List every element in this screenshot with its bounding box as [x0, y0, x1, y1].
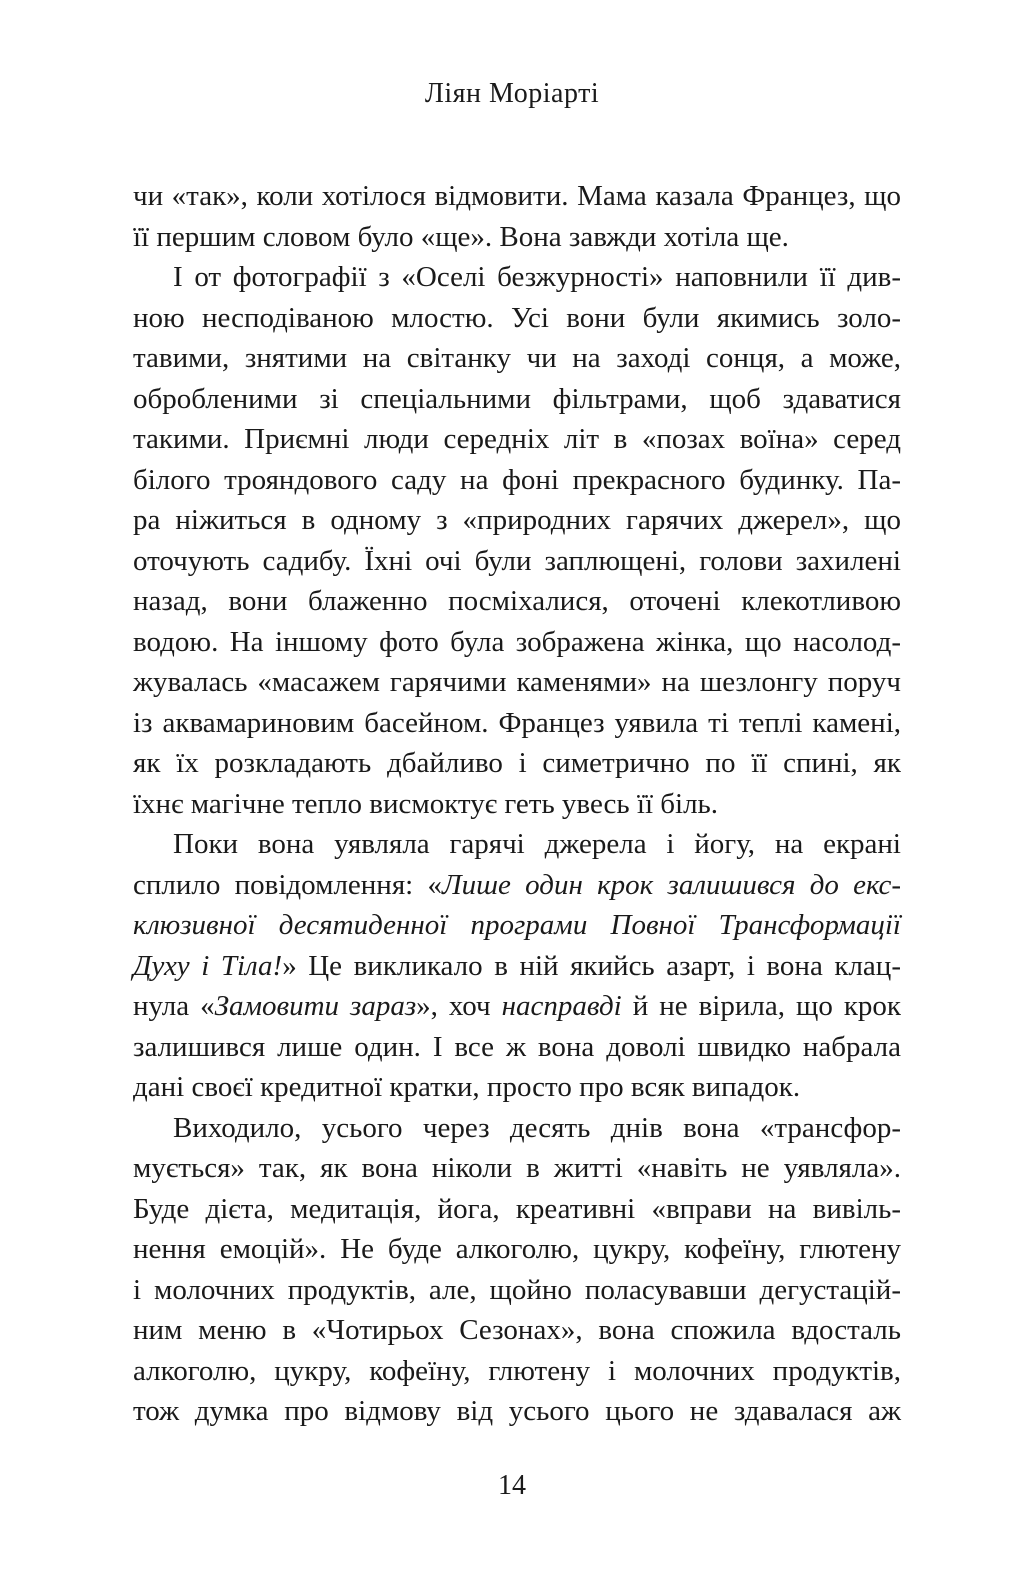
- page-number: 14: [498, 1470, 526, 1501]
- text-line: ною несподіваною млостю. Усі вони були якимись золо-: [133, 301, 901, 334]
- text-line: [133, 905, 901, 946]
- text-line: Виходило, усього через десять днів вона «трансфор-: [173, 1111, 901, 1144]
- text-line: такими. Приємні люди середніх літ в «позах воїна» серед: [133, 423, 901, 455]
- text-line: ним меню в «Чотирьох Сезонах», вона спожила вдосталь: [133, 1314, 901, 1346]
- text-line: назад, вони блаженно посміхалися, оточені клекотливою: [133, 585, 901, 617]
- text-line: Поки вона уявляла гарячі джерела і йогу, на екрані: [173, 828, 901, 860]
- text-line: тавими, знятими на світанку чи на заході сонця, а може,: [133, 342, 901, 374]
- text-line: і молочних продуктів, але, щойно поласувавши дегустацій-: [133, 1273, 901, 1306]
- text-line: чи «так», коли хотілося відмовити. Мама казала Францез, що: [133, 180, 901, 212]
- text-line: ра ніжиться в одному з «природних гарячих джерел», що: [133, 504, 901, 536]
- text-line: її першим словом було «ще». Вона завжди хотіла ще.: [133, 220, 789, 253]
- text-line: [133, 986, 901, 1027]
- text-line: обробленими зі спеціальними фільтрами, щоб здаватися: [133, 382, 901, 415]
- text-line: як їх розкладають дбайливо і симетрично по її спині, як: [133, 747, 901, 779]
- text-line: [133, 946, 901, 987]
- text-line: тож думка про відмову від усього цього не здавалася аж: [133, 1395, 901, 1427]
- running-header-author: Ліян Моріарті: [424, 78, 600, 109]
- text-segment: сплило повідомлення: «: [133, 868, 442, 901]
- italic-text-segment: Лише один крок залишився до екс-: [442, 868, 901, 901]
- text-line: алкоголю, цукру, кофеїну, глютену і молочних продуктів,: [133, 1354, 901, 1387]
- text-line: нення емоцій». Не буде алкоголю, цукру, кофеїну, глютену: [133, 1233, 901, 1265]
- text-line: їхнє магічне тепло висмоктує геть увесь її біль.: [133, 787, 719, 820]
- italic-text-segment: Замовити зараз: [214, 990, 417, 1022]
- italic-text-segment: клюзивної десятиденної програми Повної Трансформації: [133, 909, 901, 941]
- text-line: оточують садибу. Їхні очі були заплющені, голови захилені: [133, 544, 901, 577]
- italic-text-segment: насправді: [501, 990, 622, 1022]
- italic-text-segment: Духу і Тіла!: [133, 949, 283, 982]
- text-segment: » Це викликало в ній якийсь азарт, і вона клац-: [282, 949, 901, 982]
- text-line: із аквамариновим басейном. Францез уявила ті теплі камені,: [133, 706, 901, 739]
- text-line: І от фотографії з «Оселі безжурності» наповнили її див-: [173, 261, 901, 293]
- text-line: Буде дієта, медитація, йога, креативні «вправи на вивіль-: [133, 1192, 901, 1225]
- text-segment: », хоч: [416, 990, 502, 1022]
- text-line: водою. На іншому фото була зображена жінка, що насолод-: [133, 625, 901, 658]
- text-line: мується» так, як вона ніколи в житті «навіть не уявляла».: [133, 1152, 901, 1184]
- text-line: жувалась «масажем гарячими каменями» на шезлонгу поруч: [133, 666, 901, 698]
- text-line: [133, 865, 901, 906]
- text-line: залишився лише один. І все ж вона доволі швидко набрала: [133, 1030, 901, 1063]
- text-line: білого трояндового саду на фоні прекрасного будинку. Па-: [133, 463, 901, 496]
- body-text: [133, 176, 901, 1432]
- text-segment: й не вірила, що крок: [621, 990, 902, 1022]
- text-segment: нула «: [133, 990, 215, 1022]
- text-line: дані своєї кредитної кратки, просто про всяк випадок.: [133, 1071, 801, 1103]
